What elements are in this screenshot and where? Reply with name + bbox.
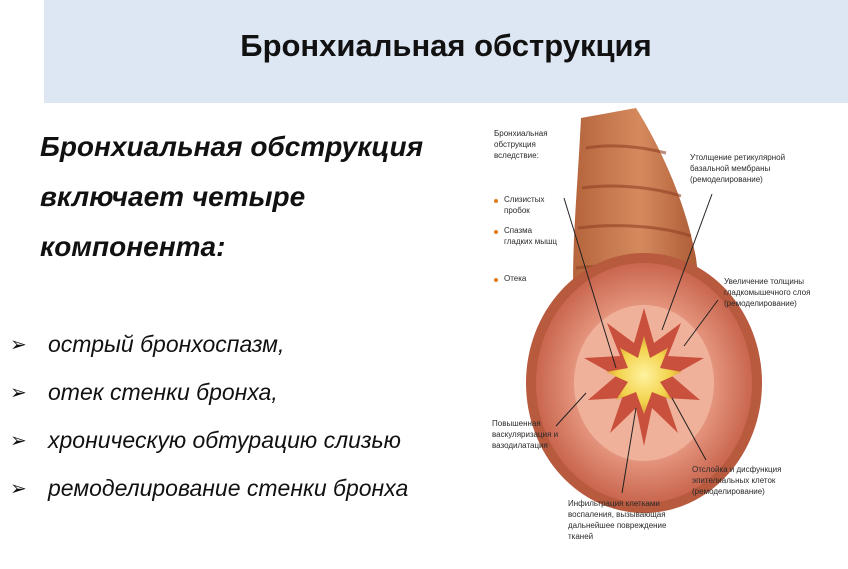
- label-basement-membrane: Утолщение ретикулярной базальной мембраны (ремоделирование): [690, 153, 786, 184]
- label-vascularization: Повышенная васкуляризация и вазодилатация: [492, 419, 559, 450]
- list-item: [10, 416, 408, 464]
- arrowhead-bullet-icon: ➢: [10, 429, 27, 452]
- arrowhead-bullet-icon: ➢: [10, 477, 27, 500]
- list-item-text: ремоделирование стенки бронха: [48, 474, 409, 501]
- bronchus-diagram: [486, 108, 820, 556]
- list-item-text: острый бронхоспазм,: [48, 330, 285, 357]
- components-list: [10, 320, 408, 512]
- cause-spasm: Спазма гладких мышц: [504, 226, 557, 246]
- list-item: [10, 320, 408, 368]
- intro-text: Бронхиальная обструкция включает четыре компонента:: [40, 131, 424, 262]
- cause-bullet-icon: [494, 278, 498, 282]
- label-smooth-muscle: Увеличение толщины гладкомышечного слоя (ремоделирование): [724, 277, 811, 308]
- list-item: [10, 368, 408, 416]
- title-bar: [44, 0, 848, 103]
- list-item: [10, 464, 408, 512]
- slide-title: Бронхиальная обструкция: [240, 28, 652, 63]
- list-item-text: хроническую обтурацию слизью: [48, 426, 401, 453]
- cause-bullet-icon: [494, 230, 498, 234]
- arrowhead-bullet-icon: ➢: [10, 381, 27, 404]
- cause-edema: Отека: [504, 274, 527, 283]
- label-epithelium: Отслойка и дисфункция эпителиальных клеток (ремоделирование): [692, 465, 782, 496]
- cause-bullet-icon: [494, 199, 498, 203]
- diagram-heading: Бронхиальная обструкция вследствие:: [494, 129, 548, 160]
- cause-mucus: Слизистых пробок: [504, 195, 545, 215]
- label-infiltration: Инфильтрация клетками воспаления, вызывающая дальнейшее повреждение тканей: [568, 499, 667, 541]
- list-item-text: отек стенки бронха,: [48, 378, 278, 405]
- arrowhead-bullet-icon: ➢: [10, 333, 27, 356]
